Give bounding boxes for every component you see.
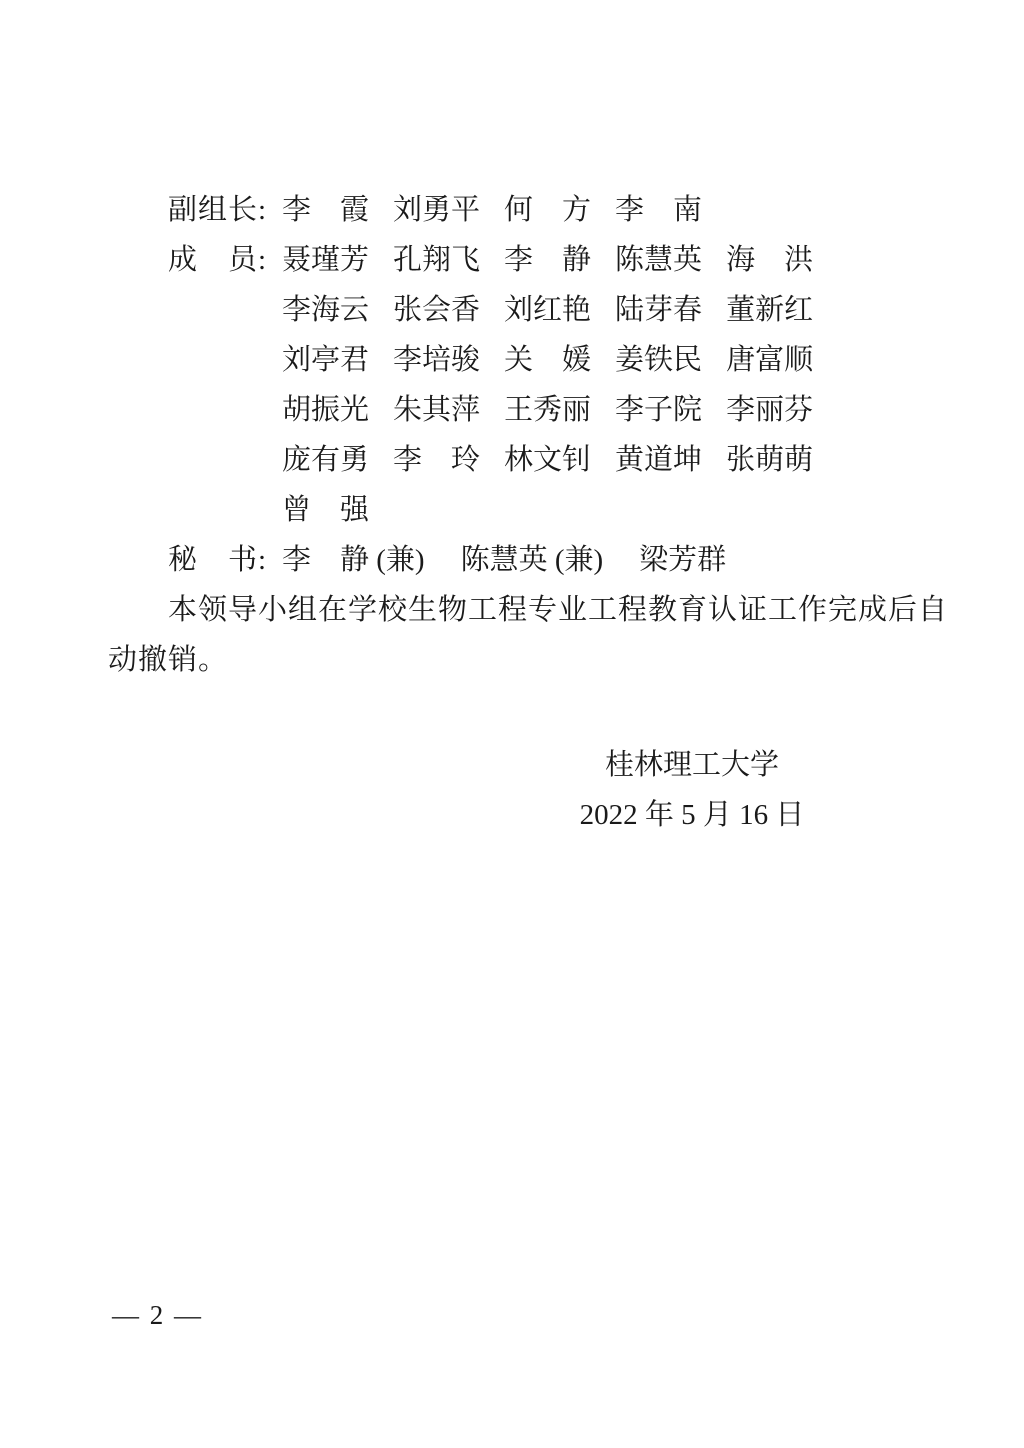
name-list xyxy=(282,435,813,485)
person-name: 海 洪 xyxy=(726,244,814,276)
name-list xyxy=(282,535,726,585)
person-name: 庞有勇 xyxy=(282,444,370,476)
person-name: 曾 强 xyxy=(282,494,370,526)
roster-row xyxy=(108,185,928,235)
person-name: 陈慧英 xyxy=(615,244,703,276)
person-name: 李 静 (兼) xyxy=(282,544,425,576)
person-name: 关 媛 xyxy=(504,344,592,376)
person-name: 聂瑾芳 xyxy=(282,244,370,276)
name-list xyxy=(282,385,813,435)
person-name: 刘亭君 xyxy=(282,344,370,376)
person-name: 王秀丽 xyxy=(504,394,592,426)
person-name: 李子院 xyxy=(615,394,703,426)
paragraph-line: 动撤销。 xyxy=(108,644,229,676)
row-label xyxy=(108,285,282,335)
name-list xyxy=(282,485,369,535)
person-name: 李 玲 xyxy=(393,444,481,476)
roster-row xyxy=(108,385,928,435)
roster-row xyxy=(108,535,928,585)
roster-row xyxy=(108,435,928,485)
row-label: 副组长: xyxy=(168,194,268,226)
person-name: 陈慧英 (兼) xyxy=(460,544,604,576)
person-name: 梁芳群 xyxy=(639,544,727,576)
person-name: 陆芽春 xyxy=(615,294,703,326)
person-name: 刘勇平 xyxy=(393,194,481,226)
name-list xyxy=(282,185,702,235)
roster-row xyxy=(108,485,928,535)
signature-org: 桂林理工大学 xyxy=(604,749,779,781)
person-name: 胡振光 xyxy=(282,394,370,426)
roster-row xyxy=(108,235,928,285)
person-name: 李 霞 xyxy=(282,194,370,226)
row-label xyxy=(108,435,282,485)
person-name: 唐富顺 xyxy=(726,344,814,376)
person-name: 李培骏 xyxy=(393,344,481,376)
person-name: 林文钊 xyxy=(504,444,592,476)
person-name: 董新红 xyxy=(726,294,814,326)
person-name: 张会香 xyxy=(393,294,481,326)
row-label: 秘 书: xyxy=(168,544,268,576)
person-name: 何 方 xyxy=(504,194,592,226)
person-name: 李 南 xyxy=(615,194,703,226)
name-list xyxy=(282,335,813,385)
person-name: 刘红艳 xyxy=(504,294,592,326)
person-name: 黄道坤 xyxy=(615,444,703,476)
person-name: 李海云 xyxy=(282,294,370,326)
roster-row xyxy=(108,335,928,385)
person-name: 姜铁民 xyxy=(615,344,703,376)
signature-block xyxy=(532,740,852,840)
leading-group-roster xyxy=(108,185,928,585)
row-label xyxy=(108,485,282,535)
signature-date: 2022 年 5 月 16 日 xyxy=(579,799,805,831)
person-name: 李 静 xyxy=(504,244,592,276)
person-name: 孔翔飞 xyxy=(393,244,481,276)
row-label: 成 员: xyxy=(168,244,268,276)
row-label xyxy=(108,335,282,385)
row-label xyxy=(108,385,282,435)
body-paragraph xyxy=(108,585,949,685)
person-name: 李丽芬 xyxy=(726,394,814,426)
page-number: — 2 — xyxy=(112,1300,203,1330)
paragraph-line: 本领导小组在学校生物工程专业工程教育认证工作完成后自 xyxy=(168,594,949,626)
name-list xyxy=(282,235,813,285)
roster-row xyxy=(108,285,928,335)
name-list xyxy=(282,285,813,335)
person-name: 张萌萌 xyxy=(726,444,814,476)
person-name: 朱其萍 xyxy=(393,394,481,426)
document-content xyxy=(108,185,949,840)
